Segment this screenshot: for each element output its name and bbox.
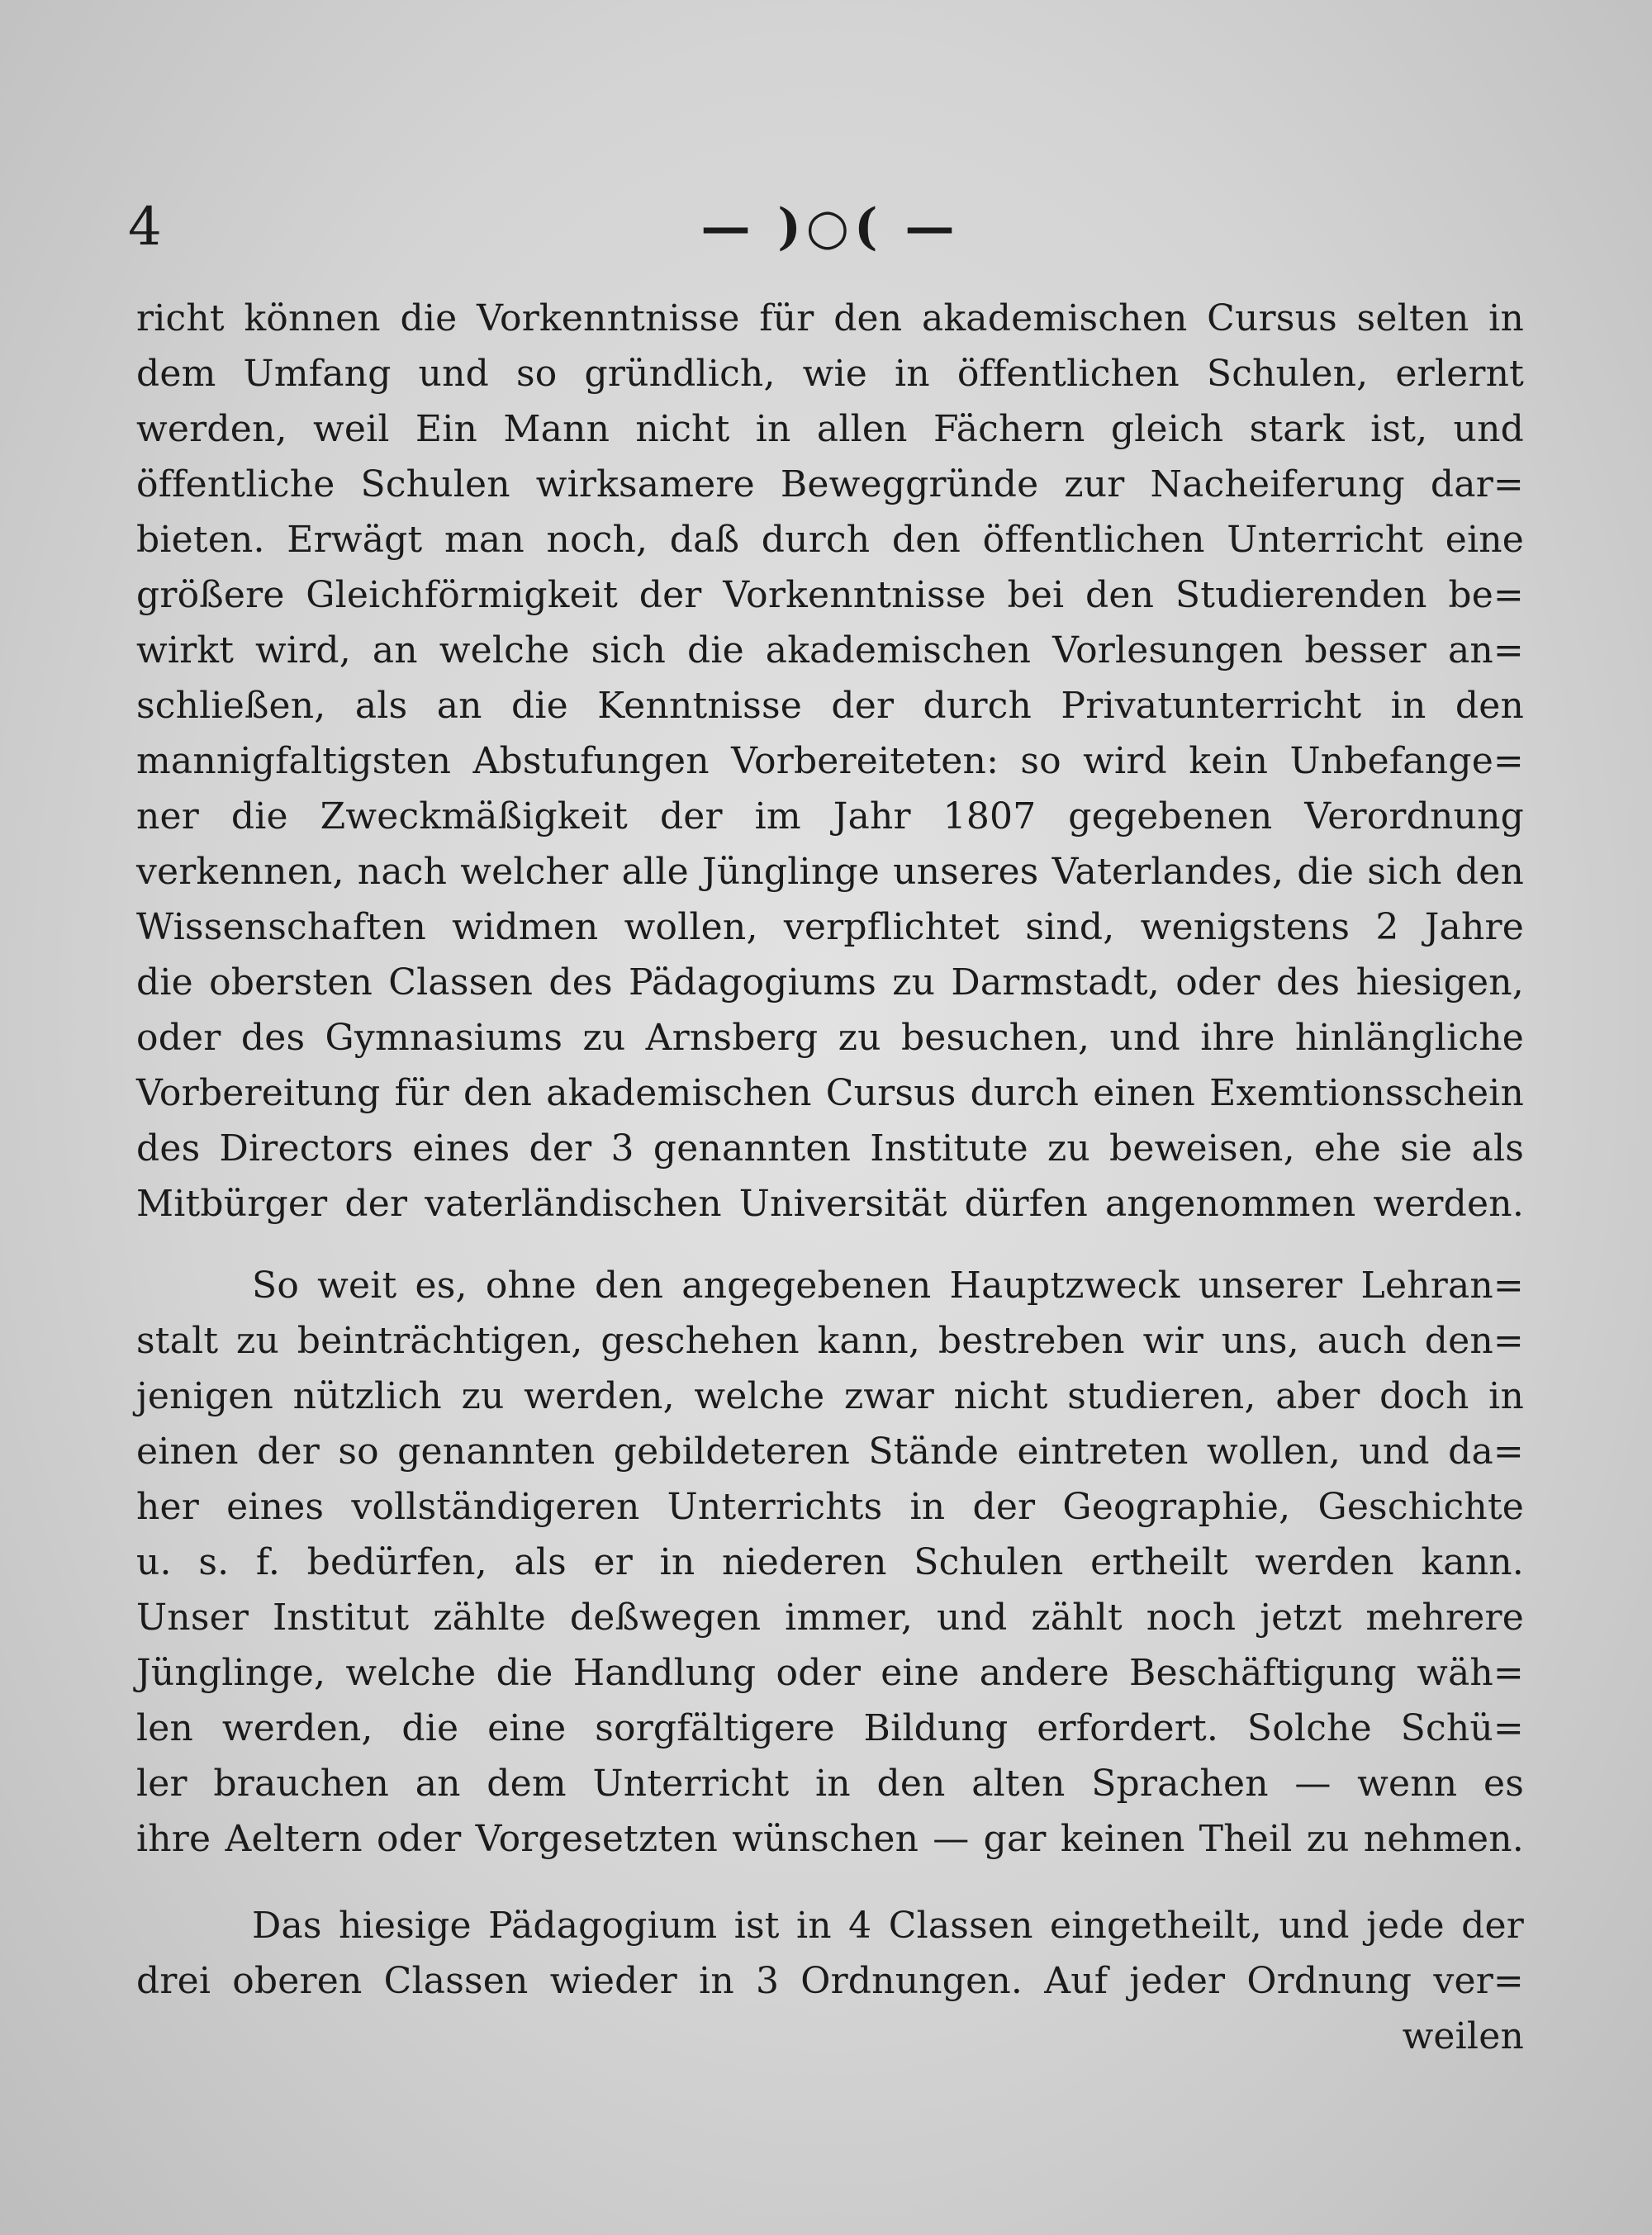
text-line: verkennen, nach welcher alle Jünglinge unseres Vaterlandes, die sich den: [136, 851, 1524, 893]
text-line: dem Umfang und so gründlich, wie in öffentlichen Schulen, erlernt: [136, 353, 1524, 395]
text-line: wirkt wird, an welche sich die akademischen Vorlesungen besser an=: [136, 629, 1524, 671]
text-line: die obersten Classen des Pädagogiums zu Darmstadt, oder des hiesigen,: [136, 961, 1524, 1004]
text-line: größere Gleichförmigkeit der Vorkenntnisse bei den Studierenden be=: [136, 574, 1524, 616]
text-line: Wissenschaften widmen wollen, verpflichtet sind, wenigstens 2 Jahre: [136, 906, 1524, 948]
text-line: Jünglinge, welche die Handlung oder eine andere Beschäftigung wäh=: [136, 1652, 1524, 1694]
text-line: ner die Zweckmäßigkeit der im Jahr 1807 gegebenen Verordnung: [136, 795, 1524, 838]
text-line: bieten. Erwägt man noch, daß durch den öffentlichen Unterricht eine: [136, 519, 1524, 561]
text-line: drei oberen Classen wieder in 3 Ordnungen. Auf jeder Ordnung ver=: [136, 1960, 1524, 2002]
running-head-ornament: — )○( —: [700, 198, 960, 256]
text-line: len werden, die eine sorgfältigere Bildung erfordert. Solche Schü=: [136, 1707, 1524, 1749]
text-line: stalt zu beinträchtigen, geschehen kann, bestreben wir uns, auch den=: [136, 1320, 1524, 1362]
paragraph-2: [136, 1258, 1524, 1867]
page-header: [128, 194, 1532, 260]
text-line: werden, weil Ein Mann nicht in allen Fächern gleich stark ist, und: [136, 408, 1524, 450]
text-line: her eines vollständigeren Unterrichts in der Geographie, Geschichte: [136, 1486, 1524, 1528]
text-line: schließen, als an die Kenntnisse der durch Privatunterricht in den: [136, 685, 1524, 727]
text-line: öffentliche Schulen wirksamere Beweggründe zur Nacheiferung dar=: [136, 463, 1524, 505]
text-line: richt können die Vorkenntnisse für den akademischen Cursus selten in: [136, 297, 1524, 339]
text-line: So weit es, ohne den angegebenen Hauptzweck unserer Lehran=: [252, 1265, 1524, 1307]
text-line: mannigfaltigsten Abstufungen Vorbereiteten: so wird kein Unbefange=: [136, 740, 1524, 782]
text-line: Mitbürger der vaterländischen Universität dürfen angenommen werden.: [136, 1183, 1524, 1225]
catchword: weilen: [1402, 2015, 1524, 2057]
paragraph-1: [136, 291, 1524, 1231]
text-line: u. s. f. bedürfen, als er in niederen Schulen ertheilt werden kann.: [136, 1541, 1524, 1583]
text-line: Vorbereitung für den akademischen Cursus durch einen Exemtionsschein: [136, 1072, 1524, 1114]
text-line: Das hiesige Pädagogium ist in 4 Classen eingetheilt, und jede der: [252, 1905, 1524, 1947]
text-line: Unser Institut zählte deßwegen immer, und zählt noch jetzt mehrere: [136, 1597, 1524, 1639]
paragraph-3: [136, 1898, 1524, 2064]
text-line: jenigen nützlich zu werden, welche zwar nicht studieren, aber doch in: [136, 1375, 1524, 1417]
text-line: des Directors eines der 3 genannten Institute zu beweisen, ehe sie als: [136, 1127, 1524, 1170]
text-line: ler brauchen an dem Unterricht in den alten Sprachen — wenn es: [136, 1763, 1524, 1805]
text-line: oder des Gymnasiums zu Arnsberg zu besuchen, und ihre hinlängliche: [136, 1017, 1524, 1059]
text-line: einen der so genannten gebildeteren Stände eintreten wollen, und da=: [136, 1431, 1524, 1473]
text-line: ihre Aeltern oder Vorgesetzten wünschen — gar keinen Theil zu nehmen.: [136, 1818, 1524, 1860]
page-number: 4: [128, 197, 162, 258]
